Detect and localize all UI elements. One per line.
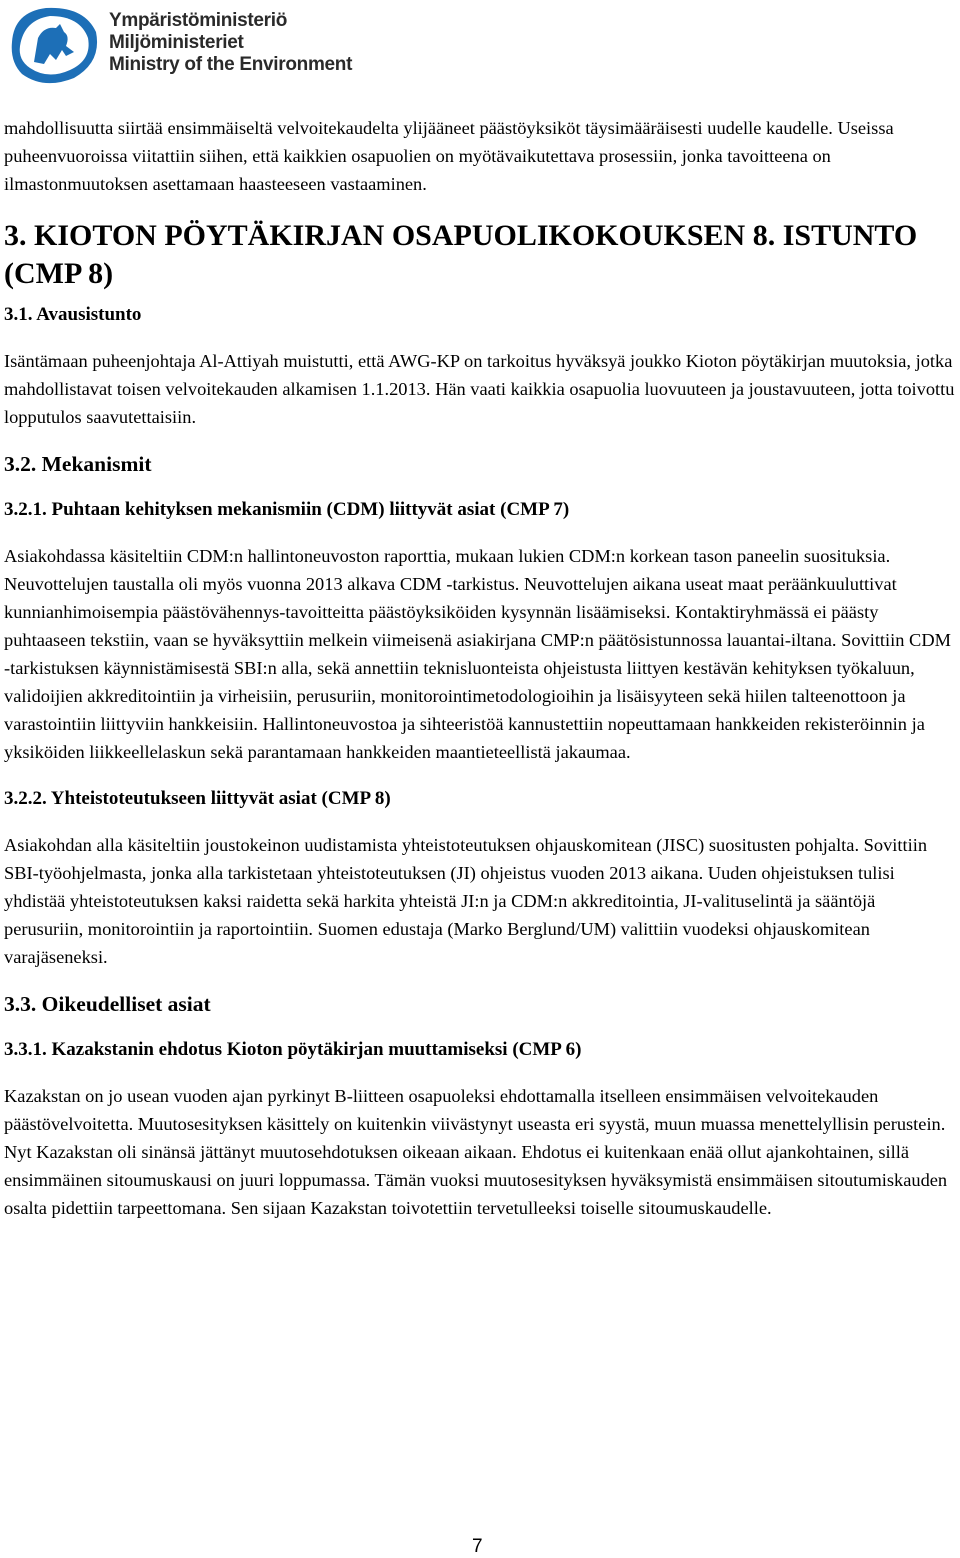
- subsection-heading-3-3: 3.3. Oikeudelliset asiat: [4, 992, 211, 1016]
- paragraph-ji: Asiakohdan alla käsiteltiin joustokeinon uudistamista yhteistoteutuksen ohjauskomitean (JISC) suositusten pohjalta. Sovittiin SBI-työohjelmasta, jonka alla tarkistetaan yhteistoteutuksen (JI) ohjeistus vuoden 2013 aikana. Uuden ohjeistuksen tulisi yhdistää yhteistoteutuksen kaksi raidetta sekä harkita yhteistä JI:n ja CDM:n akkreditointia, JI-valituselintä ja sääntöjä perusuriin, monitorointiin ja raportointiin. Suomen edustaja (Marko Berglund/UM) valittiin vuodeksi ohjauskomitean varajäseneksi.: [4, 835, 928, 967]
- paragraph-kazakhstan: Kazakstan on jo usean vuoden ajan pyrkinyt B-liitteen osapuoleksi ehdottamalla itselleen ensimmäisen velvoitekauden päästövelvoitetta. Muutosesityksen käsittely on kuitenkin viivästynyt useasta eri syystä, muun muassa menettelyllisin perustein. Nyt Kazakstan oli sinänsä jättänyt muutosehdotuksen oikeaan aikaan. Ehdotus ei kuitenkaan enää ollut ajankohtainen, sillä ensimmäinen sitoumuskausi on juuri loppumassa. Tämän vuoksi muutosesityksen hyväksymistä ensimmäisen sitoutumiskauden osalta pidettiin tarpeettomana. Sen sijaan Kazakstan toivotettiin tervetulleeksi toiselle sitoumuskaudelle.: [4, 1086, 948, 1218]
- finnish-lion-emblem-icon: [4, 2, 104, 88]
- subsection-heading-3-2: 3.2. Mekanismit: [4, 452, 152, 476]
- section-heading-3: 3. KIOTON PÖYTÄKIRJAN OSAPUOLIKOKOUKSEN 8. ISTUNTO (CMP 8): [4, 219, 918, 290]
- logo-line-english: Ministry of the Environment: [109, 54, 353, 75]
- subsection-heading-3-3-1: 3.3.1. Kazakstanin ehdotus Kioton pöytäkirjan muuttamiseksi (CMP 6): [4, 1039, 582, 1060]
- subsection-heading-3-2-1: 3.2.1. Puhtaan kehityksen mekanismiin (CDM) liittyvät asiat (CMP 7): [4, 499, 570, 520]
- subsection-heading-3-2-2: 3.2.2. Yhteistoteutukseen liittyvät asiat (CMP 8): [4, 788, 391, 809]
- subsection-heading-3-1: 3.1. Avausistunto: [4, 304, 142, 325]
- logo-line-swedish: Miljöministeriet: [109, 32, 244, 53]
- paragraph-cdm: Asiakohdassa käsiteltiin CDM:n hallintoneuvoston raporttia, mukaan lukien CDM:n korkean tason paneelin suosituksia. Neuvottelujen taustalla oli myös vuonna 2013 alkava CDM -tarkistus. Neuvottelujen aikana useat maat peräänkuuluttivat kunnianhimoisempia päästövähennys-tavoitteitta päästöyksiköiden kysynnän lisäämiseksi. Kontaktiryhmässä ei päästy puhtaaseen tekstiin, vaan se hyväksyttiin melkein viimeisenä asiakirjana CMP:n päätösistunnossa lauantai-iltana. Sovittiin CDM -tarkistuksen käynnistämisestä SBI:n alla, sekä annettiin teknisluonteista ohjeistusta liittyen kestävän kehityksen työkaluun, validoijien akkreditointiin ja virheisiin, perusuriin, monitorointimetodologioihin ja lisäisyyteen sekä hiilen talteenottoon ja varastointiin liittyviin hankkeisiin. Hallintoneuvostoa ja sihteeristöä kannustettiin nopeuttamaan hankkeiden rekisteröinnin ja yksiköiden liikkeellelaskun sekä parantamaan hankkeiden maantieteellistä jakaumaa.: [4, 546, 951, 762]
- ministry-logo: [4, 2, 353, 88]
- paragraph-intro: mahdollisuutta siirtää ensimmäiseltä velvoitekaudelta ylijääneet päästöyksiköt täysimääräisesti uudelle kaudelle. Useissa puheenvuoroissa viitattiin siihen, että kaikkien osapuolien on myötävaikutettava prosessiin, jonka tavoitteena on ilmastonmuutoksen asettamaan haasteeseen vastaaminen.: [4, 118, 894, 194]
- document-body: [4, 114, 958, 1241]
- page-number: 7: [472, 1536, 483, 1557]
- paragraph-opening-session: Isäntämaan puheenjohtaja Al-Attiyah muistutti, että AWG-KP on tarkoitus hyväksyä joukko Kioton pöytäkirjan muutoksia, jotka mahdollistavat toisen velvoitekauden alkamisen 1.1.2013. Hän vaati kaikkia osapuolia luovuuteen ja joustavuuteen, jotta toivottu lopputulos saavutettaisiin.: [4, 351, 955, 427]
- logo-line-finnish: Ympäristöministeriö: [109, 10, 288, 31]
